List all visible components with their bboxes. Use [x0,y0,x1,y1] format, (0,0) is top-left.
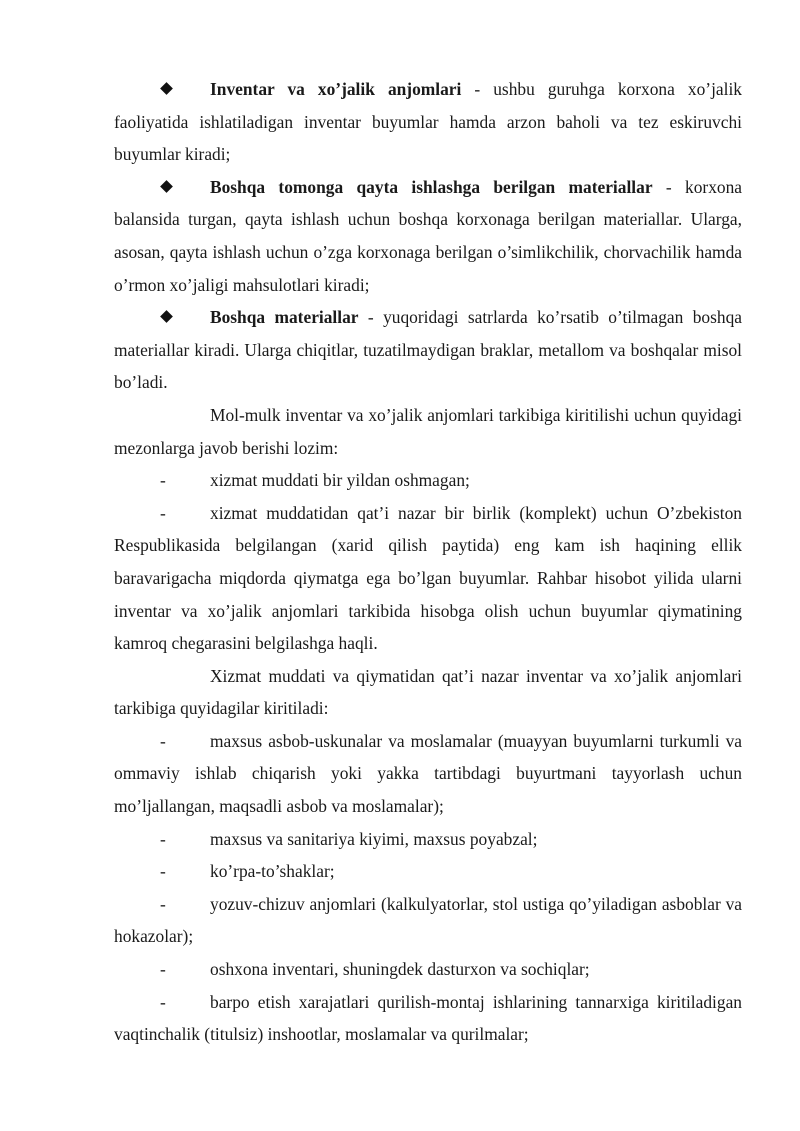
dash-marker: - [160,828,166,849]
bullet-text: - korxona balansida turgan, qayta ishlash uchun boshqa korxonaga berilgan materiallar. Ularga, asosan, qayta ishlash uchun o’zga korxonaga berilgan o’simlikchilik, chorvachilik hamda o’rmon xo’jaligi mahsulotlari kiradi; [114,176,742,295]
dash-list-item [114,725,742,823]
dash-marker: - [160,893,166,914]
bullet-paragraph [114,301,742,399]
diamond-bullet-icon [160,310,173,323]
dash-marker: - [160,470,166,491]
dash-item-text: xizmat muddati bir yildan oshmagan; [210,470,470,491]
dash-list-item [114,823,742,856]
dash-marker: - [160,861,166,882]
dash-item-text: ko’rpa-to’shaklar; [210,861,335,882]
diamond-bullet-icon [160,180,173,193]
dash-item-text: xizmat muddatidan qat’i nazar bir birlik (komplekt) uchun O’zbekiston Respublikasida belgilangan (xarid qilish paytida) eng kam ish haqining ellik baravarigacha miqdorda qiymatga ega bo’lgan buyumlar. Rahbar hisobot yilida ularni inventar va xo’jalik anjomlari tarkibida hisobga olish uchun buyumlar qiymatining kamroq chegarasini belgilashga haqli. [114,502,742,654]
dash-marker: - [160,730,166,751]
bullet-paragraph [114,73,742,171]
body-paragraph: Xizmat muddati va qiymatidan qat’i nazar inventar va xo’jalik anjomlari tarkibiga quyidagilar kiritiladi: [114,665,742,719]
bullet-term: Inventar va xo’jalik anjomlari [210,79,462,99]
dash-item-text: barpo etish xarajatlari qurilish-montaj ishlarining tannarxiga kiritiladigan vaqtinchalik (titulsiz) inshootlar, moslamalar va qurilmalar; [114,991,742,1045]
dash-item-text: maxsus asbob-uskunalar va moslamalar (muayyan buyumlarni turkumli va ommaviy ishlab chiqarish yoki yakka tartibdagi buyurtmani tayyorlash uchun mo’ljallangan, maqsadli asbob va moslamalar); [114,730,742,817]
dash-list-item [114,497,742,660]
dash-list-item [114,953,742,986]
diamond-bullet-icon [160,82,173,95]
bullet-paragraph [114,171,742,301]
bullet-text: - ushbu guruhga korxona xo’jalik faoliyatida ishlatiladigan inventar buyumlar hamda arzon baholi va tez eskiruvchi buyumlar kiradi; [114,79,742,165]
dash-item-text: yozuv-chizuv anjomlari (kalkulyatorlar, stol ustiga qo’yiladigan asboblar va hokazolar); [114,893,742,947]
dash-marker: - [160,991,166,1012]
bullet-term: Boshqa tomonga qayta ishlashga berilgan materiallar [210,176,653,197]
dash-item-text: maxsus va sanitariya kiyimi, maxsus poyabzal; [210,828,538,849]
bullet-text: - yuqoridagi satrlarda ko’rsatib o’tilmagan boshqa materiallar kiradi. Ularga chiqitlar, tuzatilmaydigan braklar, metallom va boshqalar misol bo’ladi. [114,307,742,393]
bullet-term: Boshqa materiallar [210,307,359,328]
dash-list-item [114,986,742,1051]
dash-list-item [114,855,742,888]
dash-list-item [114,464,742,497]
dash-marker: - [160,502,166,523]
dash-marker: - [160,959,166,980]
dash-item-text: oshxona inventari, shuningdek dasturxon va sochiqlar; [210,959,590,980]
document-page [114,73,742,1051]
body-paragraph: Mol-mulk inventar va xo’jalik anjomlari tarkibiga kiritilishi uchun quyidagi mezonlarga javob berishi lozim: [114,404,742,458]
dash-list-item [114,888,742,953]
